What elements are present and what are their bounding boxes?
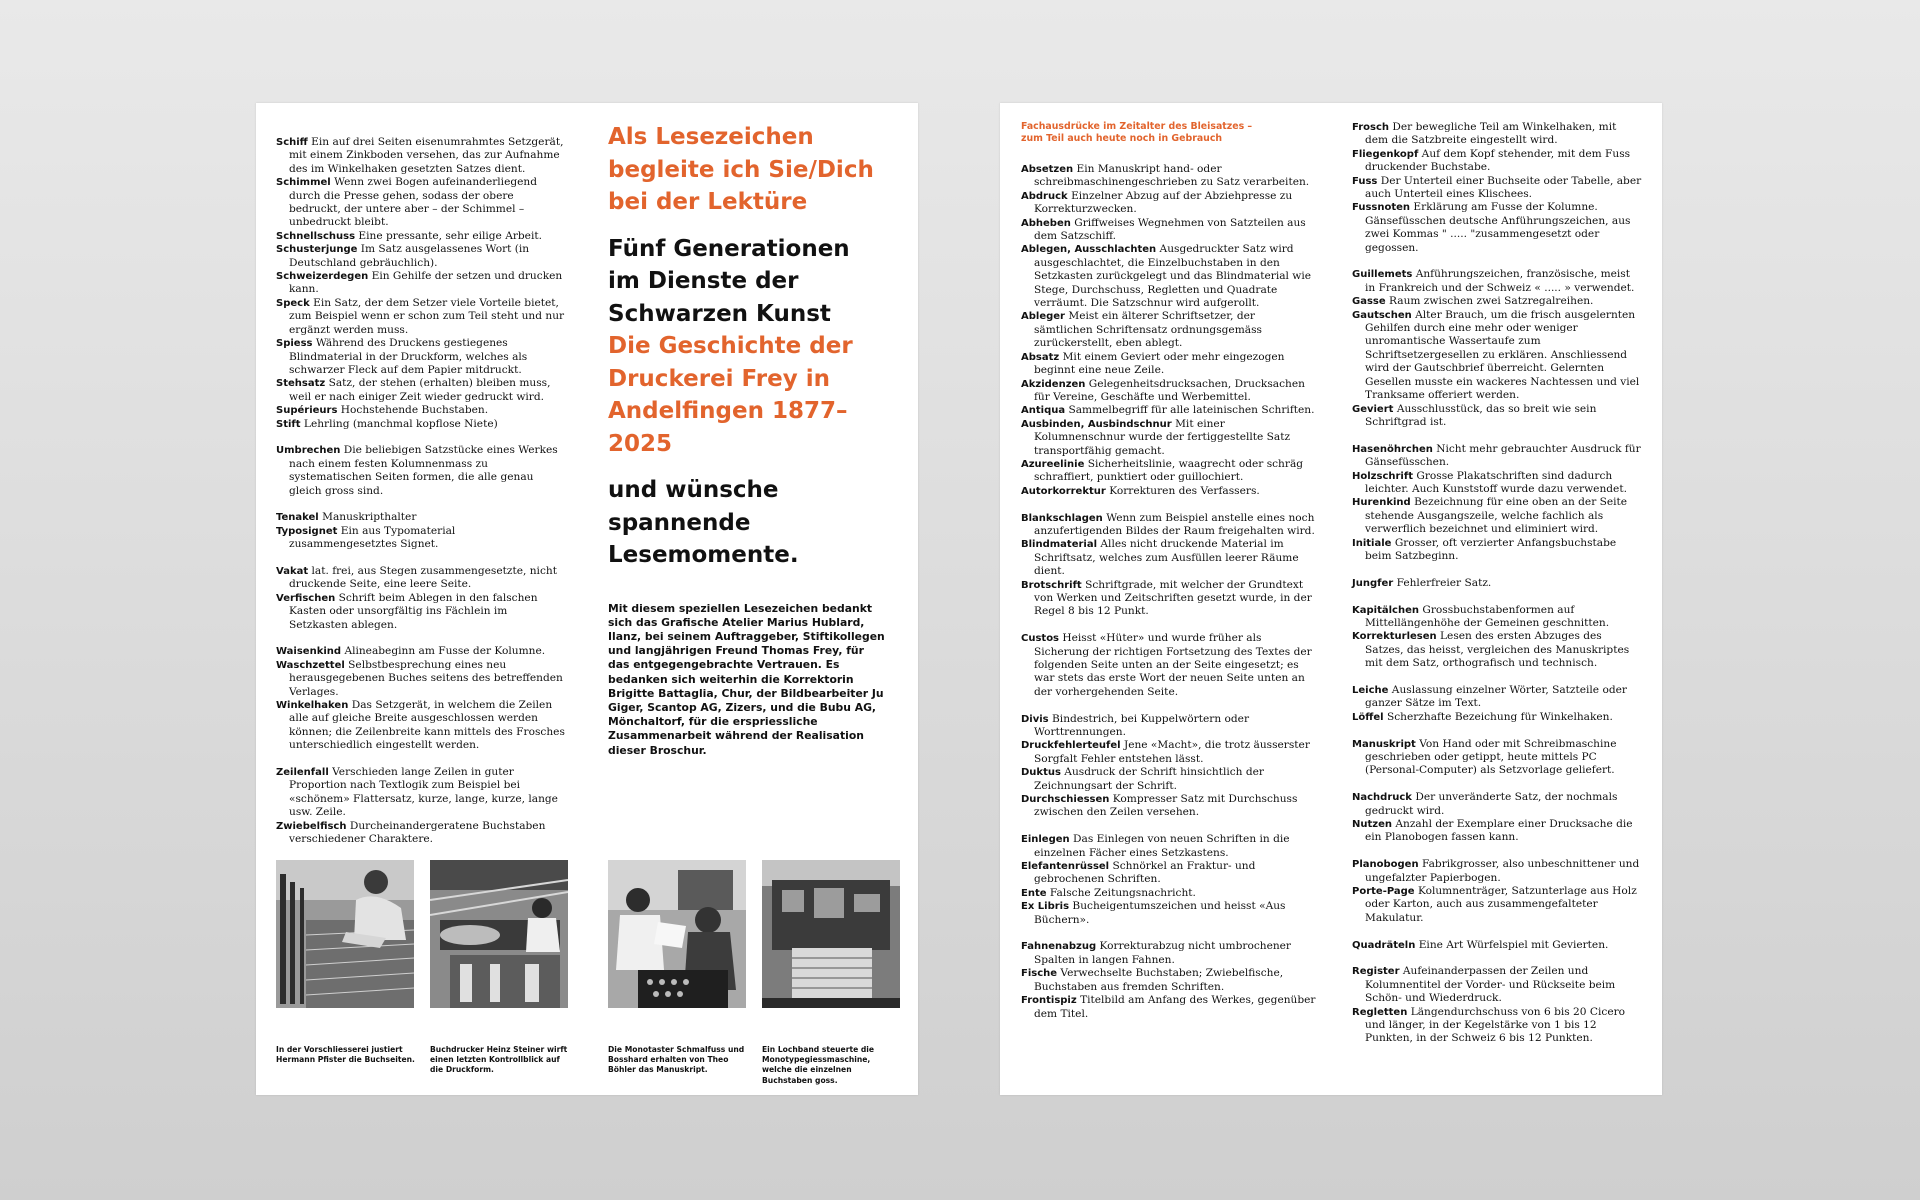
title-block <box>608 121 888 758</box>
glossary-term: Waisenkind <box>276 646 342 658</box>
glossary-definition: Alter Brauch, um die frisch ausgelernten Gehilfen durch eine mehr oder weniger unromantische Wassertaufe zum Schriftsetzergesellen zu erklären. Anschliessend wird der Gautschbrief überreicht. Gelernten Gesellen musste ein wackeres Nachtessen und viel Tranksame offeriert werden. <box>1365 308 1640 402</box>
glossary-term: Blankschlagen <box>1021 512 1103 524</box>
photo-buchdrucker <box>430 860 568 1008</box>
glossary-heading: Fachausdrücke im Zeitalter des Bleisatzes – zum Teil auch heute noch in Gebrauch <box>1021 121 1253 145</box>
glossary-term: Hurenkind <box>1352 497 1411 509</box>
glossary-definition: Aufeinanderpassen der Zeilen und Kolumnentitel der Vorder- und Rückseite beim Schön- und Wiederdruck. <box>1365 965 1616 1005</box>
glossary-term: Stift <box>276 418 301 430</box>
glossary-definition: Korrekturabzug nicht umbrochener Spalten in langen Fahnen. <box>1034 940 1291 966</box>
glossary-term: Typosignet <box>276 525 338 537</box>
glossary-definition: Schrift beim Ablegen in den falschen Kasten oder unsorgfältig ins Fächlein im Setzkasten ablegen. <box>289 591 538 631</box>
glossary-term: Antiqua <box>1021 405 1066 417</box>
glossary-term: Planobogen <box>1352 859 1419 871</box>
glossary-term: Verfischen <box>276 592 336 604</box>
glossary-term: Custos <box>1021 633 1060 645</box>
glossary-definition: Der bewegliche Teil am Winkelhaken, mit dem die Satzbreite eingestellt wird. <box>1365 121 1617 147</box>
glossary-col2-entry <box>1352 175 1642 202</box>
glossary-term: Kapitälchen <box>1352 604 1419 616</box>
glossary-definition: Einzelner Abzug auf der Abziehpresse zu Korrekturzwecken. <box>1034 189 1293 216</box>
left-glossary-entry <box>276 176 566 230</box>
glossary-definition: Wenn zum Beispiel anstelle eines noch anzufertigenden Bildes der Raum freigehalten wird. <box>1034 511 1315 537</box>
left-glossary-entry <box>276 820 566 847</box>
glossary-term: Absatz <box>1021 351 1060 363</box>
glossary-col1-entry <box>1021 404 1317 417</box>
glossary-definition: Mit einem Geviert oder mehr eingezogen beginnt eine neue Zeile. <box>1034 350 1285 377</box>
glossary-term: Schusterjunge <box>276 244 358 256</box>
glossary-col2-entry <box>1352 577 1642 590</box>
glossary-term: Fahnenabzug <box>1021 941 1097 953</box>
glossary-term: Register <box>1352 966 1400 978</box>
glossary-col1-entry <box>1021 793 1317 820</box>
entry-gap <box>1352 590 1642 603</box>
glossary-definition: Während des Druckens gestiegenes Blindmaterial in der Druckform, welches als schwarzer Fleck auf dem Papier mitdruckt. <box>289 337 528 376</box>
glossary-col2-entry <box>1352 470 1642 497</box>
glossary-col1-entry <box>1021 485 1317 498</box>
glossary-definition: Ein Manuskript hand- oder schreibmaschinengeschrieben zu Satz verarbeiten. <box>1034 163 1310 189</box>
glossary-term: Fliegenkopf <box>1352 148 1419 160</box>
glossary-definition: Fabrikgrosser, also unbeschnittener und ungefalzter Papierbogen. <box>1365 858 1640 884</box>
glossary-column-2 <box>1352 121 1642 1046</box>
glossary-term: Umbrechen <box>276 445 341 457</box>
glossary-term: Schimmel <box>276 177 331 189</box>
glossary-col1-entry <box>1021 310 1317 350</box>
glossary-definition: Die beliebigen Satzstücke eines Werkes nach einem festen Kolumnenmass zu systematischen Seiten formen, die alle genau gleich gross sind. <box>289 444 558 497</box>
glossary-term: Druckfehlerteufel <box>1021 740 1121 752</box>
glossary-definition: Alineabeginn am Fusse der Kolumne. <box>344 645 546 658</box>
glossary-term: Abdruck <box>1021 190 1068 202</box>
glossary-term: Gautschen <box>1352 309 1412 321</box>
glossary-term: Ableger <box>1021 311 1065 323</box>
glossary-definition: Auf dem Kopf stehender, mit dem Fuss druckender Buchstabe. <box>1365 147 1631 174</box>
glossary-col2-entry <box>1352 295 1642 308</box>
glossary-term: Nutzen <box>1352 819 1392 831</box>
caption-1: In der Vorschliesserei justiert Hermann Pfister die Buchseiten. <box>276 1045 415 1065</box>
left-glossary-entry <box>276 418 566 431</box>
left-glossary-entry <box>276 659 566 699</box>
glossary-definition: Raum zwischen zwei Satzregalreihen. <box>1389 295 1594 308</box>
glossary-term: Hasenöhrchen <box>1352 443 1433 455</box>
glossary-definition: Sammelbegriff für alle lateinischen Schriften. <box>1068 404 1315 417</box>
left-glossary-entry <box>276 565 566 592</box>
headline-bookmark: Als Lesezeichen begleite ich Sie/Dich bei der Lektüre <box>608 124 874 215</box>
right-page <box>1000 103 1662 1095</box>
glossary-term: Schiff <box>276 137 308 148</box>
entry-gap <box>1352 671 1642 684</box>
left-glossary-entry <box>276 337 566 377</box>
left-glossary-entry <box>276 270 566 297</box>
glossary-definition: Sicherheitslinie, waagrecht oder schräg schraffiert, punktiert oder guillochiert. <box>1034 457 1304 484</box>
glossary-definition: Jene «Macht», die trotz äusserster Sorgfalt Fehler entstehen lässt. <box>1034 739 1310 765</box>
glossary-term: Gasse <box>1352 296 1386 308</box>
left-glossary-entry <box>276 230 566 243</box>
entry-gap <box>276 552 566 565</box>
glossary-definition: Anführungszeichen, französische, meist in Frankreich und der Schweiz « ..... » verwendet. <box>1365 268 1635 294</box>
glossary-term: Blindmaterial <box>1021 539 1098 551</box>
glossary-term: Geviert <box>1352 403 1394 415</box>
glossary-col1-entry <box>1021 994 1317 1021</box>
left-glossary-entry <box>276 136 566 176</box>
glossary-definition: Eine Art Würfelspiel mit Gevierten. <box>1418 938 1609 951</box>
headline-generations: Fünf Generationen im Dienste der Schwarzen Kunst <box>608 235 850 327</box>
glossary-col2-entry <box>1352 684 1642 711</box>
glossary-term: Brotschrift <box>1021 579 1082 591</box>
glossary-definition: Fehlerfreier Satz. <box>1396 576 1492 589</box>
glossary-term: Azureelinie <box>1021 458 1085 470</box>
left-glossary-entry <box>276 243 566 270</box>
entry-gap <box>1352 845 1642 858</box>
glossary-term: Fussnoten <box>1352 202 1411 214</box>
glossary-col2-entry <box>1352 403 1642 430</box>
glossary-term: Vakat <box>276 565 309 577</box>
glossary-definition: Griffweises Wegnehmen von Satzteilen aus dem Satzschiff. <box>1034 216 1306 243</box>
glossary-definition: Ein Satz, der dem Setzer viele Vorteile bietet, zum Beispiel wenn er schon zum Teil steht und nur ergänzt werden muss. <box>289 296 565 336</box>
glossary-term: Schweizerdegen <box>276 271 369 283</box>
glossary-term: Holzschrift <box>1352 470 1413 482</box>
glossary-col2-entry <box>1352 604 1642 631</box>
glossary-definition: Scherzhafte Bezeichung für Winkelhaken. <box>1386 710 1613 723</box>
glossary-col1-entry <box>1021 217 1317 244</box>
glossary-definition: Durcheinandergeratene Buchstaben verschiedener Charaktere. <box>289 819 546 846</box>
glossary-term: Akzidenzen <box>1021 378 1086 390</box>
glossary-col1-entry <box>1021 418 1317 458</box>
glossary-term: Absetzen <box>1021 164 1074 175</box>
entry-gap <box>1021 927 1317 940</box>
glossary-term: Stehsatz <box>276 378 326 390</box>
entry-gap <box>1021 699 1317 712</box>
glossary-term: Ente <box>1021 887 1047 899</box>
glossary-col1-entry <box>1021 833 1317 860</box>
glossary-col1-entry <box>1021 512 1317 539</box>
glossary-term: Supérieurs <box>276 405 338 417</box>
glossary-term: Fische <box>1021 968 1058 980</box>
glossary-term: Ausbinden, Ausbindschnur <box>1021 418 1172 430</box>
glossary-term: Guillemets <box>1352 269 1413 281</box>
glossary-term: Fuss <box>1352 175 1378 187</box>
glossary-col1-entry <box>1021 243 1317 310</box>
glossary-definition: Grossbuchstabenformen auf Mittellängenhöhe der Gemeinen geschnitten. <box>1365 603 1610 629</box>
glossary-definition: Korrekturen des Verfassers. <box>1109 484 1260 497</box>
glossary-definition: Der unveränderte Satz, der nochmals gedruckt wird. <box>1365 791 1618 817</box>
entry-gap <box>1021 820 1317 833</box>
glossary-col2-entry <box>1352 537 1642 564</box>
glossary-col2-entry <box>1352 791 1642 818</box>
glossary-definition: Erklärung am Fusse der Kolumne. Gänsefüsschen deutsche Anführungszeichen, aus zwei Kommas " ..... "zusammengesetzt oder gegossen. <box>1365 201 1631 254</box>
glossary-definition: Titelbild am Anfang des Werkes, gegenüber dem Titel. <box>1034 994 1316 1020</box>
glossary-definition: Nicht mehr gebrauchter Ausdruck für Gänsefüsschen. <box>1365 442 1641 469</box>
glossary-column-1 <box>1021 163 1317 1021</box>
glossary-definition: Der Unterteil einer Buchseite oder Tabelle, aber auch Unterteil eines Klischees. <box>1365 174 1642 201</box>
glossary-definition: Ein aus Typomaterial zusammengesetztes Signet. <box>289 524 456 551</box>
glossary-col1-entry <box>1021 860 1317 887</box>
glossary-definition: Schnörkel an Fraktur- und gebrochenen Schriften. <box>1034 860 1256 886</box>
caption-4: Ein Lochband steuerte die Monotypegiessmaschine, welche die einzelnen Buchstaben goss. <box>762 1045 875 1085</box>
glossary-term: Speck <box>276 297 310 309</box>
glossary-col2-entry <box>1352 121 1642 148</box>
entry-gap <box>1021 619 1317 632</box>
glossary-col2-entry <box>1352 738 1642 778</box>
entry-gap <box>1352 255 1642 268</box>
glossary-definition: Bucheigentumszeichen und heisst «Aus Büchern». <box>1034 900 1286 926</box>
glossary-col1-entry <box>1021 351 1317 378</box>
left-glossary-entry <box>276 377 566 404</box>
glossary-definition: Grosse Plakatschriften sind dadurch leichter. Auch Kunststoff wurde dazu verwendet. <box>1365 469 1627 495</box>
entry-gap <box>276 753 566 766</box>
glossary-definition: Heisst «Hüter» und wurde früher als Sicherung der richtigen Fortsetzung des Textes der folgenden Seite unten an der Seite eingesetzt; es war stets das erste Wort der neuen Seite unten an der vorhergehenden Seite. <box>1034 632 1312 698</box>
entry-gap <box>1021 498 1317 511</box>
entry-gap <box>276 498 566 511</box>
glossary-definition: Manuskripthalter <box>322 511 417 524</box>
glossary-term: Zeilenfall <box>276 767 329 779</box>
left-glossary-entry <box>276 525 566 552</box>
glossary-definition: Verwechselte Buchstaben; Zwiebelfische, Buchstaben aus fremden Schriften. <box>1034 967 1284 993</box>
entry-gap <box>1352 724 1642 737</box>
glossary-definition: Mit einer Kolumnenschnur wurde der fertiggestellte Satz transportfähig gemacht. <box>1034 417 1291 457</box>
glossary-definition: Kolumnenträger, Satzunterlage aus Holz oder Karton, auch aus zusammengefalteter Makulatur. <box>1365 885 1637 924</box>
caption-3: Die Monotaster Schmalfuss und Bosshard erhalten von Theo Böhler das Manuskript. <box>608 1045 745 1075</box>
left-glossary-column <box>276 136 566 846</box>
glossary-definition: Anzahl der Exemplare einer Drucksache die ein Planobogen fassen kann. <box>1365 818 1633 844</box>
glossary-col2-entry <box>1352 496 1642 536</box>
photo-lochband <box>762 860 900 1008</box>
entry-gap <box>276 431 566 444</box>
glossary-term: Nachdruck <box>1352 792 1412 804</box>
glossary-col1-entry <box>1021 538 1317 578</box>
glossary-definition: Alles nicht druckende Material im Schriftsatz, welches zum Ausfüllen leerer Räume dient. <box>1034 538 1299 578</box>
glossary-definition: Auslassung einzelner Wörter, Satzteile oder ganzer Sätze im Text. <box>1365 683 1627 710</box>
glossary-definition: Das Einlegen von neuen Schriften in die einzelnen Fächer eines Setzkastens. <box>1034 833 1290 859</box>
glossary-col1-entry <box>1021 632 1317 699</box>
caption-2: Buchdrucker Heinz Steiner wirft einen letzten Kontrollblick auf die Druckform. <box>430 1045 568 1075</box>
glossary-term: Elefantenrüssel <box>1021 861 1110 873</box>
glossary-term: Porte-Page <box>1352 886 1415 898</box>
entry-gap <box>1352 778 1642 791</box>
glossary-term: Waschzettel <box>276 659 345 671</box>
glossary-term: Durchschiessen <box>1021 794 1110 806</box>
entry-gap <box>276 632 566 645</box>
left-page <box>256 103 918 1095</box>
glossary-col1-entry <box>1021 378 1317 405</box>
glossary-col2-entry <box>1352 268 1642 295</box>
glossary-col2-entry <box>1352 309 1642 403</box>
glossary-term: Winkelhaken <box>276 700 349 711</box>
glossary-definition: Lehrling (manchmal kopflose Niete) <box>303 417 498 430</box>
entry-gap <box>1352 952 1642 965</box>
glossary-col1-entry <box>1021 887 1317 900</box>
headline-wishes: und wünsche spannende Lesemomente. <box>608 477 799 568</box>
glossary-term: Jungfer <box>1352 577 1394 589</box>
glossary-definition: lat. frei, aus Stegen zusammengesetzte, nicht druckende Seite, eine leere Seite. <box>289 564 557 591</box>
glossary-definition: Ausdruck der Schrift hinsichtlich der Zeichnungsart der Schrift. <box>1034 766 1264 792</box>
photo-vorschliesserei <box>276 860 414 1008</box>
left-glossary-entry <box>276 699 566 753</box>
glossary-definition: Meist ein älterer Schriftsetzer, der sämtlichen Schriftensatz ordnungsgemäss zurückerstellt, eben ablegt. <box>1034 310 1262 350</box>
glossary-term: Ablegen, Ausschlachten <box>1021 244 1157 256</box>
glossary-definition: Eine pressante, sehr eilige Arbeit. <box>358 229 542 242</box>
glossary-definition: Falsche Zeitungsnachricht. <box>1049 886 1196 899</box>
glossary-term: Leiche <box>1352 684 1389 696</box>
glossary-definition: Das Setzgerät, in welchem die Zeilen alle auf gleiche Breite ausgeschlossen werden können; die Zeilenbreite kann mittels des Frosches unterschiedlich eingestellt werden. <box>289 699 565 752</box>
glossary-term: Zwiebelfisch <box>276 820 347 832</box>
glossary-definition: Im Satz ausgelassenes Wort (in Deutschland gebräuchlich). <box>289 243 530 269</box>
glossary-definition: Von Hand oder mit Schreibmaschine geschrieben oder getippt, heute mittels PC (Personal-Computer) als Setzvorlage geliefert. <box>1365 737 1617 777</box>
left-glossary-entry <box>276 592 566 632</box>
glossary-term: Ex Libris <box>1021 901 1070 913</box>
glossary-definition: Hochstehende Buchstaben. <box>340 404 489 417</box>
glossary-col2-entry <box>1352 1006 1642 1046</box>
left-glossary-entry <box>276 444 566 498</box>
glossary-col2-entry <box>1352 711 1642 724</box>
thanks-paragraph: Mit diesem speziellen Lesezeichen bedankt sich das Grafische Atelier Marius Hublard, Ilanz, bei seinem Auftraggeber, Stiftikollegen und langjährigen Freund Thomas Frey, für das entgegengebrachte Vertrauen. Es bedanken sich weiterhin die Korrektorin Brigitte Battaglia, Chur, der Bildbearbeiter Ju Giger, Scantop AG, Zizers, und die Bubu AG, Mönchaltorf, für die erspriessliche Zusammenarbeit während der Realisation dieser Broschur. <box>608 601 885 757</box>
entry-gap <box>1352 925 1642 938</box>
glossary-term: Autorkorrektur <box>1021 485 1106 497</box>
glossary-definition: Kompresser Satz mit Durchschuss zwischen den Zeilen versehen. <box>1034 793 1298 819</box>
glossary-col1-entry <box>1021 967 1317 994</box>
glossary-definition: Selbstbesprechung eines neu herausgegebenen Buches seitens des betreffenden Verlages. <box>289 658 563 698</box>
glossary-col1-entry <box>1021 579 1317 619</box>
entry-gap <box>1352 429 1642 442</box>
glossary-col1-entry <box>1021 739 1317 766</box>
glossary-definition: Bindestrich, bei Kuppelwörtern oder Worttrennungen. <box>1034 712 1250 739</box>
left-glossary-entry <box>276 297 566 337</box>
left-glossary-entry <box>276 766 566 820</box>
glossary-term: Frosch <box>1352 122 1389 133</box>
glossary-col2-entry <box>1352 939 1642 952</box>
glossary-definition: Bezeichnung für eine oben an der Seite stehende Ausgangszeile, welche fachlich als verwerflich bezeichnet und eliminiert wird. <box>1365 496 1628 536</box>
glossary-col1-entry <box>1021 713 1317 740</box>
glossary-term: Tenakel <box>276 512 319 524</box>
glossary-definition: Lesen des ersten Abzuges des Satzes, das heisst, vergleichen des Manuskriptes mit dem Satz, orthografisch und technisch. <box>1365 630 1630 670</box>
left-glossary-entry <box>276 511 566 524</box>
glossary-col2-entry <box>1352 858 1642 885</box>
glossary-term: Einlegen <box>1021 834 1070 846</box>
glossary-definition: Verschieden lange Zeilen in guter Proportion nach Textlogik zum Beispiel bei «schönem» Flattersatz, kurze, lange, kurze, lange usw. Zeile. <box>289 766 558 819</box>
glossary-term: Manuskript <box>1352 738 1416 750</box>
glossary-term: Schnellschuss <box>276 230 356 242</box>
glossary-definition: Schriftgrade, mit welcher der Grundtext von Werken und Zeitschriften gesetzt wurde, in der Regel 8 bis 12 Punkt. <box>1034 578 1312 618</box>
glossary-col1-entry <box>1021 766 1317 793</box>
glossary-definition: Ausgedruckter Satz wird ausgeschlachtet, die Einzelbuchstaben in den Setzkasten zurückgelegt und das Blindmaterial wie Stege, Durchschuss, Regletten und Quadrate verräumt. Die Satzschnur wird aufgerollt. <box>1034 243 1312 310</box>
glossary-definition: Grosser, oft verzierter Anfangsbuchstabe beim Satzbeginn. <box>1365 536 1617 562</box>
glossary-definition: Ein Gehilfe der setzen und drucken kann. <box>289 270 563 296</box>
glossary-definition: Wenn zwei Bogen aufeinanderliegend durch die Presse gehen, sodass der obere bedruckt, der untere aber – der Schimmel – unbedruckt bleibt. <box>289 176 537 229</box>
glossary-term: Regletten <box>1352 1006 1408 1018</box>
headline-history: Die Geschichte der Druckerei Frey in Andelfingen 1877–2025 <box>608 333 853 457</box>
glossary-term: Löffel <box>1352 711 1384 723</box>
glossary-col2-entry <box>1352 965 1642 1005</box>
glossary-col2-entry <box>1352 443 1642 470</box>
glossary-term: Quadräteln <box>1352 939 1416 951</box>
glossary-col1-entry <box>1021 163 1317 190</box>
glossary-definition: Längendurchschuss von 6 bis 20 Cicero und länger, in der Kegelstärke von 1 bis 12 Punkten, in der Schweiz 6 bis 12 Punkten. <box>1365 1005 1626 1045</box>
glossary-term: Korrekturlesen <box>1352 631 1437 643</box>
glossary-term: Divis <box>1021 713 1049 725</box>
glossary-term: Initiale <box>1352 537 1392 549</box>
glossary-col2-entry <box>1352 818 1642 845</box>
glossary-col1-entry <box>1021 190 1317 217</box>
glossary-col2-entry <box>1352 630 1642 670</box>
glossary-definition: Ein auf drei Seiten eisenumrahmtes Setzgerät, mit einem Zinkboden versehen, das zur Aufnahme des im Winkelhaken gesetzten Satzes dient. <box>289 136 564 175</box>
glossary-col1-entry <box>1021 458 1317 485</box>
glossary-definition: Gelegenheitsdrucksachen, Drucksachen für Vereine, Geschäfte und Werbemittel. <box>1034 377 1305 403</box>
glossary-definition: Satz, der stehen (erhalten) bleiben muss, weil er nach einiger Zeit wieder gedruckt wird. <box>289 377 551 403</box>
glossary-col1-entry <box>1021 940 1317 967</box>
glossary-term: Spiess <box>276 338 313 350</box>
left-glossary-entry <box>276 404 566 417</box>
photo-monotaster <box>608 860 746 1008</box>
glossary-col2-entry <box>1352 148 1642 175</box>
glossary-col2-entry <box>1352 201 1642 255</box>
left-glossary-entry <box>276 645 566 658</box>
glossary-definition: Ausschlusstück, das so breit wie sein Schriftgrad ist. <box>1365 402 1597 428</box>
glossary-term: Duktus <box>1021 767 1061 779</box>
glossary-term: Frontispiz <box>1021 995 1077 1007</box>
entry-gap <box>1352 563 1642 576</box>
glossary-term: Abheben <box>1021 217 1071 229</box>
glossary-col2-entry <box>1352 885 1642 925</box>
glossary-col1-entry <box>1021 900 1317 927</box>
